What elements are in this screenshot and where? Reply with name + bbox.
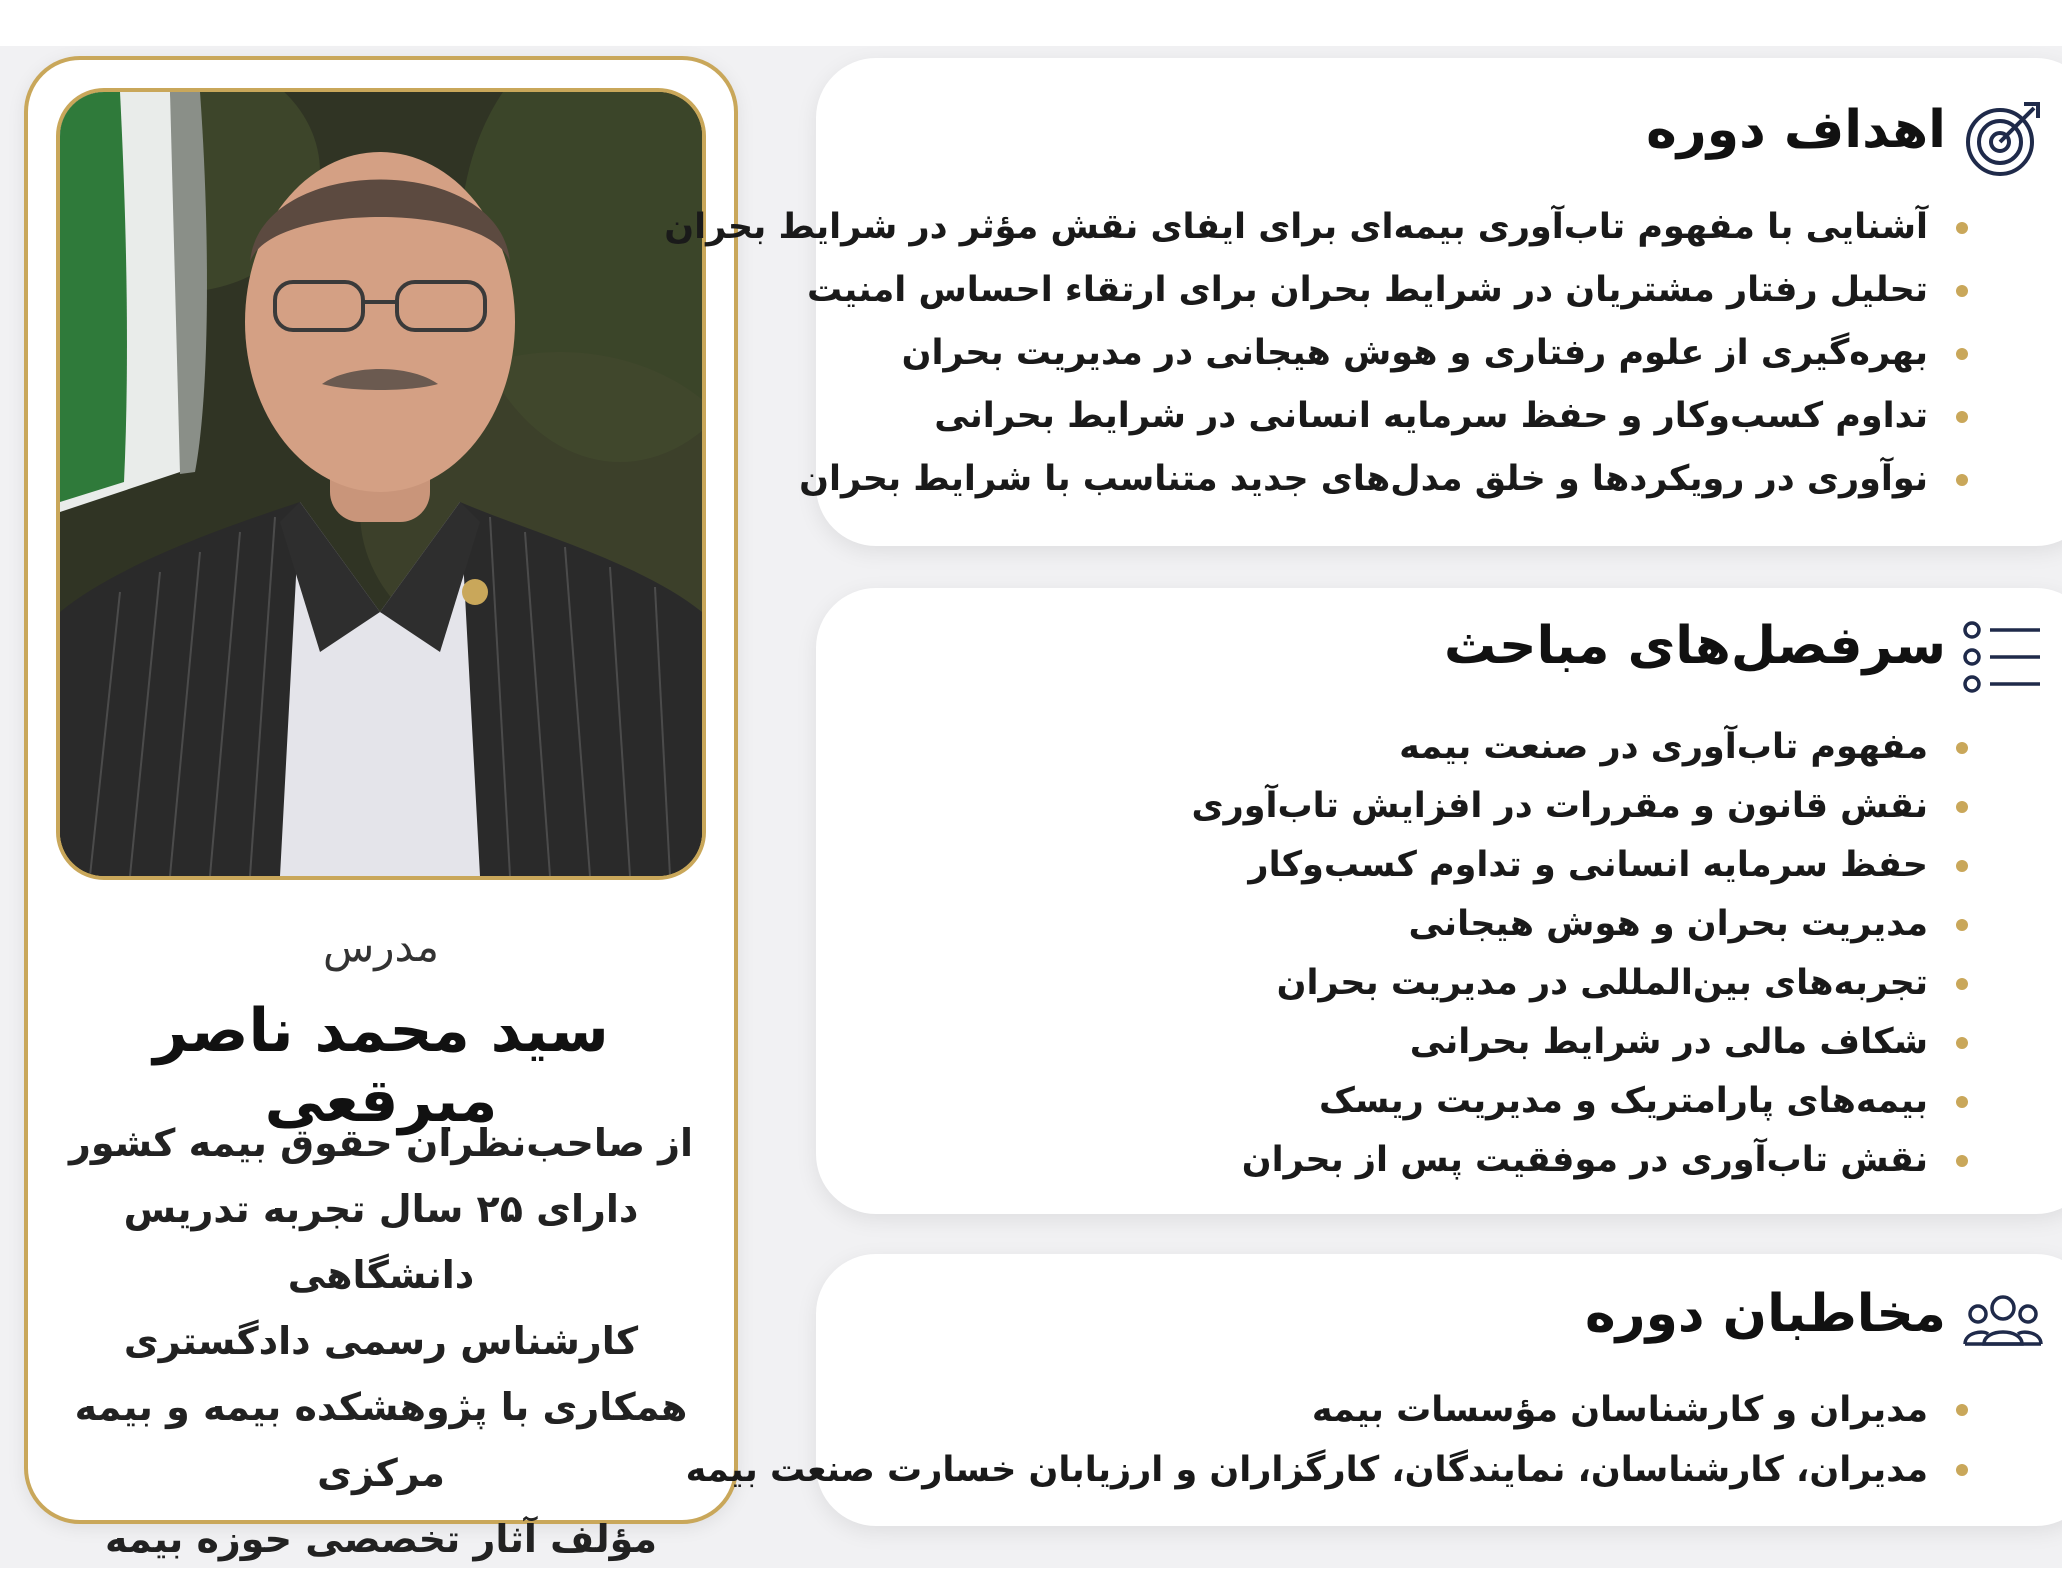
target-icon (1962, 98, 2044, 180)
list-item: شکاف مالی در شرایط بحرانی (1192, 1013, 1969, 1072)
topics-list (1192, 718, 1969, 1190)
list-item: مفهوم تاب‌آوری در صنعت بیمه (1192, 718, 1969, 777)
instructor-name: سید محمد ناصر مبرقعی (153, 996, 609, 1136)
list-item: آشنایی با مفهوم تاب‌آوری بیمه‌ای برای ایفای نقش مؤثر در شرایط بحران (664, 196, 1968, 259)
list-item: حفظ سرمایه انسانی و تداوم کسب‌وکار (1192, 836, 1969, 895)
list-item: تحلیل رفتار مشتریان در شرایط بحران برای ارتقاء احساس امنیت (664, 259, 1968, 322)
list-item: مدیران، کارشناسان، نمایندگان، کارگزاران و ارزیابان خسارت صنعت بیمه (686, 1440, 1968, 1500)
users-icon (1962, 1282, 2044, 1364)
instructor-bio (48, 1110, 714, 1572)
list-item: تداوم کسب‌وکار و حفظ سرمایه انسانی در شرایط بحرانی (664, 385, 1968, 448)
audience-card (685, 1254, 2062, 1526)
audience-title: مخاطبان دوره (1584, 1284, 1946, 1344)
list-item: نوآوری در رویکردها و خلق مدل‌های جدید متناسب با شرایط بحران (664, 448, 1968, 511)
instructor-role: مدرس (322, 922, 440, 971)
bio-item: کارشناس رسمی دادگستری (123, 1319, 639, 1363)
bio-item: مؤلف آثار تخصصی حوزه بیمه (104, 1517, 658, 1561)
bio-item: از صاحب‌نظران حقوق بیمه کشور (68, 1121, 694, 1165)
list-item: بهره‌گیری از علوم رفتاری و هوش هیجانی در مدیریت بحران (664, 322, 1968, 385)
instructor-card (24, 56, 738, 1561)
instructor-photo (56, 88, 706, 880)
audience-list (686, 1380, 1968, 1500)
bio-item: همکاری با پژوهشکده بیمه و بیمه مرکزی (74, 1385, 688, 1495)
topics-title: سرفصل‌های مباحث (1444, 616, 1946, 676)
list-icon (1962, 616, 2044, 698)
list-item: نقش قانون و مقررات در افزایش تاب‌آوری (1192, 777, 1969, 836)
list-item: بیمه‌های پارامتریک و مدیریت ریسک (1192, 1072, 1969, 1131)
goals-card (664, 58, 2062, 546)
list-item: مدیریت بحران و هوش هیجانی (1192, 895, 1969, 954)
bio-item: دارای ۲۵ سال تجربه تدریس دانشگاهی (123, 1187, 639, 1297)
topics-card (816, 588, 2062, 1214)
list-item: مدیران و کارشناسان مؤسسات بیمه (686, 1380, 1968, 1440)
list-item: تجربه‌های بین‌المللی در مدیریت بحران (1192, 954, 1969, 1013)
list-item: نقش تاب‌آوری در موفقیت پس از بحران (1192, 1131, 1969, 1190)
goals-list (664, 196, 1968, 511)
goals-title: اهداف دوره (1646, 100, 1946, 160)
top-strip (0, 0, 2062, 46)
